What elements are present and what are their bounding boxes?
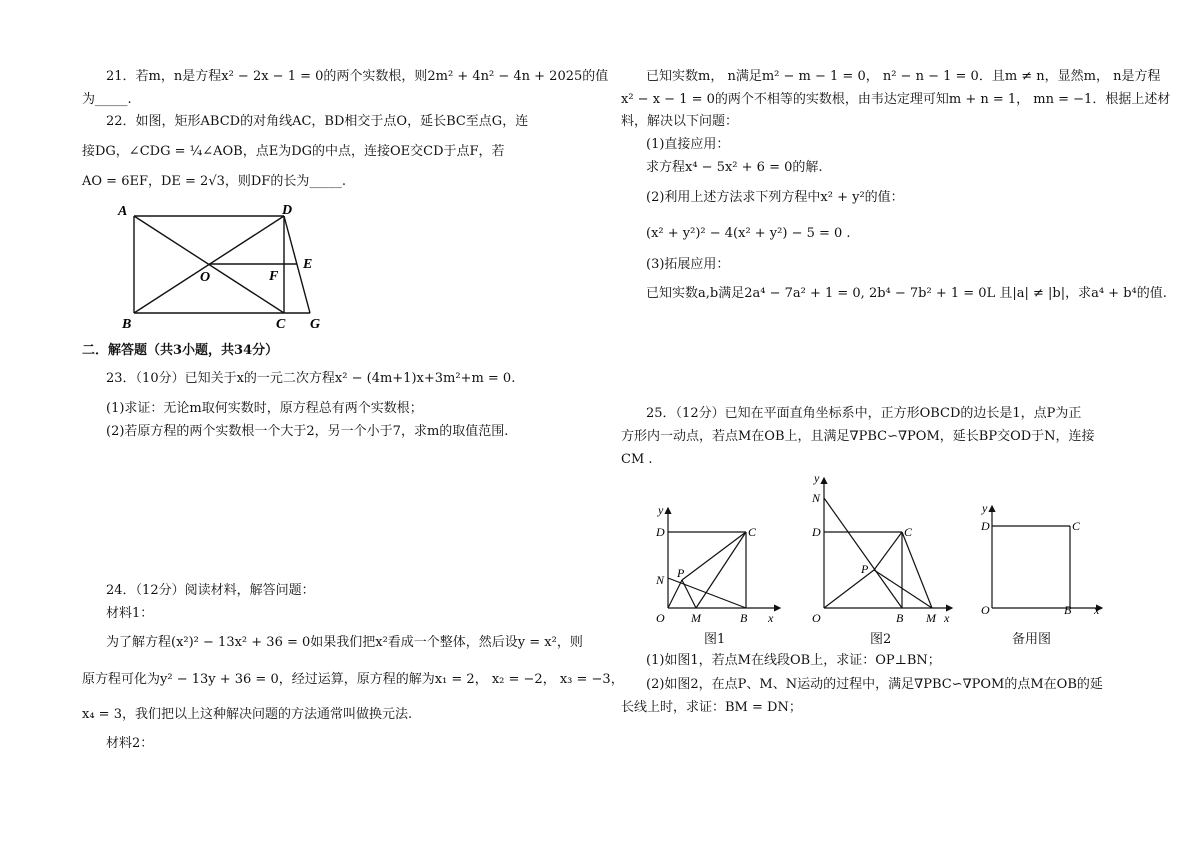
q25-part2-line2: 长线上时，求证：BM = DN； xyxy=(621,700,802,715)
q24-stem: 24．（12分）阅读材料，解答问题： xyxy=(106,583,315,598)
fig3-x: x xyxy=(1094,603,1100,617)
fig1-B: B xyxy=(740,611,748,625)
fig3-C: C xyxy=(1072,519,1081,533)
m2-line3: 料，解决以下问题： xyxy=(621,114,739,129)
q25-figure2 xyxy=(806,470,956,628)
q25-figure1 xyxy=(640,500,790,630)
fig2-M: M xyxy=(926,611,936,625)
fig3-D: D xyxy=(981,519,990,533)
q24-m1-line2: 原方程可化为y² − 13y + 36 = 0，经过运算，原方程的解为x₁ = 2， x₂ = −2， x₃ = −3， xyxy=(82,672,624,687)
p2-title: (2)利用上述方法求下列方程中x² + y²的值： xyxy=(646,190,904,205)
fig3-O: O xyxy=(981,603,990,617)
q24-material1: 材料1： xyxy=(106,606,154,621)
q25-part2-line1: (2)如图2，在点P、M、N运动的过程中，满足∇PBC∽∇POM的点M在OB的延 xyxy=(646,677,1103,692)
q23-part1: (1)求证：无论m取何实数时，原方程总有两个实数根； xyxy=(106,401,423,416)
p3-text: 已知实数a,b满足2a⁴ − 7a² + 1 = 0, 2b⁴ − 7b² + 1 = 0L 且|a| ≠ |b|，求a⁴ + b⁴的值. xyxy=(646,286,1167,301)
fig22-label-F: F xyxy=(269,269,279,284)
fig22-label-D: D xyxy=(282,203,293,218)
q25-line1: 25．（12分）已知在平面直角坐标系中，正方形OBCD的边长是1，点P为正 xyxy=(646,406,1082,421)
fig2-B: B xyxy=(896,611,904,625)
p3-title: (3)拓展应用： xyxy=(646,257,730,272)
fig2-x: x xyxy=(944,611,950,625)
q22-figure xyxy=(112,198,332,333)
fig1-N: N xyxy=(656,573,665,587)
q23-stem: 23．（10分）已知关于x的一元二次方程x² − (4m+1)x+3m²+m = 0. xyxy=(106,371,516,386)
fig1-P: P xyxy=(677,566,685,580)
fig2-C: C xyxy=(904,525,913,539)
p2-equation: (x² + y²)² − 4(x² + y²) − 5 = 0 . xyxy=(646,226,851,241)
q25-line2: 方形内一动点，若点M在OB上，且满足∇PBC∽∇POM，延长BP交OD于N，连接 xyxy=(621,429,1095,444)
fig2-D: D xyxy=(812,525,821,539)
q24-m1-line3: x₄ = 3，我们把以上这种解决问题的方法通常叫做换元法. xyxy=(82,707,413,722)
q22-line3: AO = 6EF，DE = 2√3，则DF的长为_____. xyxy=(82,174,346,189)
fig1-D: D xyxy=(656,525,665,539)
fig22-label-B: B xyxy=(122,317,132,332)
q25-line3: CM . xyxy=(621,452,653,467)
fig2-N: N xyxy=(812,491,821,505)
p1-text: 求方程x⁴ − 5x² + 6 = 0的解. xyxy=(646,160,823,175)
q21-line1: 21．若m，n是方程x² − 2x − 1 = 0的两个实数根，则2m² + 4n² − 4n + 2025的值 xyxy=(106,69,609,84)
q24-m1-line1: 为了解方程(x²)² − 13x² + 36 = 0如果我们把x²看成一个整体，然后设y = x²，则 xyxy=(106,635,583,650)
fig1-y: y xyxy=(658,503,664,517)
q25-part1: (1)如图1，若点M在线段OB上，求证：OP⊥BN； xyxy=(646,653,941,668)
fig1-O: O xyxy=(656,611,665,625)
q24-material2: 材料2： xyxy=(106,736,154,751)
q21-line2: 为_____. xyxy=(82,92,132,107)
fig3-y: y xyxy=(982,501,988,515)
fig2-caption: 图2 xyxy=(870,632,892,647)
q23-part2: (2)若原方程的两个实数根一个大于2，另一个小于7，求m的取值范围. xyxy=(106,424,509,439)
fig2-O: O xyxy=(812,611,821,625)
m2-line1: 已知实数m， n满足m² − m − 1 = 0， n² − n − 1 = 0．且m ≠ n，显然m， n是方程 xyxy=(646,69,1161,84)
fig3-B: B xyxy=(1064,603,1072,617)
fig22-label-O: O xyxy=(200,270,211,285)
fig1-caption: 图1 xyxy=(704,632,726,647)
fig22-label-C: C xyxy=(276,317,286,332)
q22-line2: 接DG，∠CDG = ¼∠AOB，点E为DG的中点，连接OE交CD于点F，若 xyxy=(82,144,505,159)
fig2-y: y xyxy=(814,471,820,485)
fig3-caption: 备用图 xyxy=(1012,632,1052,647)
m2-line2: x² − x − 1 = 0的两个不相等的实数根，由韦达定理可知m + n = 1， mn = −1．根据上述材 xyxy=(621,92,1171,107)
fig22-label-E: E xyxy=(303,257,313,272)
fig1-M: M xyxy=(691,611,701,625)
section2-title: 二．解答题（共3小题，共34分） xyxy=(82,343,279,358)
fig22-label-A: A xyxy=(118,204,128,219)
p1-title: (1)直接应用： xyxy=(646,137,730,152)
q22-line1: 22．如图，矩形ABCD的对角线AC，BD相交于点O，延长BC至点G，连 xyxy=(106,114,529,129)
fig1-C: C xyxy=(748,525,757,539)
fig2-P: P xyxy=(861,562,869,576)
fig22-label-G: G xyxy=(310,317,321,332)
q25-spare-figure xyxy=(978,500,1108,630)
fig1-x: x xyxy=(768,611,774,625)
